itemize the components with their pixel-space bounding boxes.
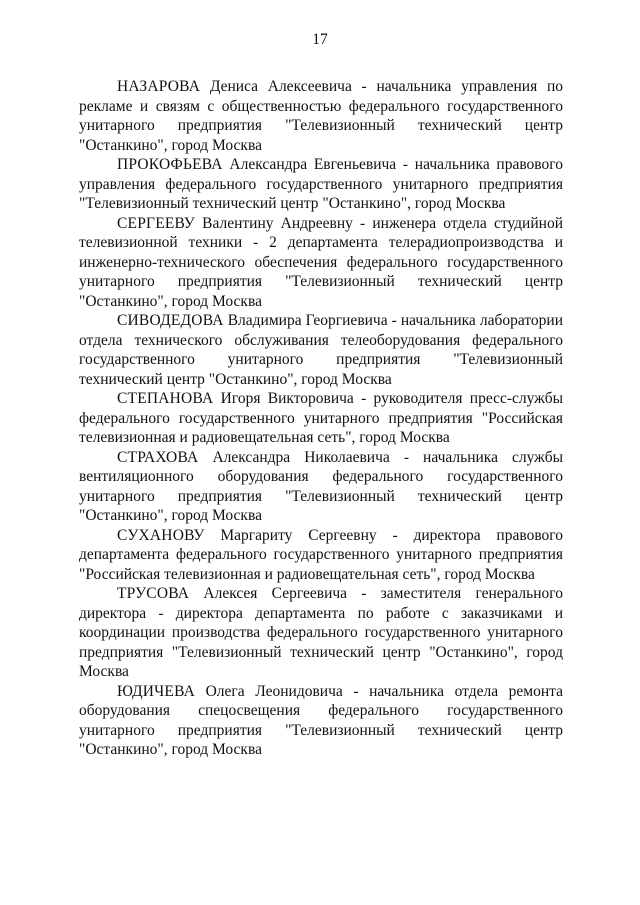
award-list — [79, 77, 563, 760]
list-item — [79, 584, 563, 682]
list-item — [79, 311, 563, 389]
page-number: 17 — [312, 31, 328, 48]
entry-surname: СИВОДЕДОВА — [117, 312, 224, 329]
list-item — [79, 448, 563, 526]
list-item — [79, 389, 563, 448]
list-item — [79, 682, 563, 760]
entry-surname: СЕРГЕЕВУ — [117, 214, 195, 232]
entry-text: Олега Леонидовича - начальника отдела ремонта оборудования спецосвещения федерального государственного унитарного предприятия "Телевизионный технический центр "Останкино", город Москва — [79, 682, 563, 758]
entry-text: Александра Николаевича - начальника службы вентиляционного оборудования федерального государственного унитарного предприятия "Телевизионный технический центр "Останкино", город Москва — [79, 448, 563, 524]
list-item — [79, 214, 563, 312]
entry-surname: ПРОКОФЬЕВА — [117, 156, 223, 173]
entry-text: Алексея Сергеевича - заместителя генерального директора - директора департамента по работе с заказчиками и координации производства федерального государственного унитарного предприятия "Телевизионный технический центр "Останкино", город Москва — [79, 585, 563, 680]
list-item — [79, 77, 563, 155]
entry-surname: СТЕПАНОВА — [117, 390, 214, 407]
entry-text: Владимира Георгиевича - начальника лаборатории отдела технического обслуживания телеоборудования федерального государственного унитарного предприятия "Телевизионный технический центр "Останкино", город Москва — [79, 312, 563, 388]
entry-text: Александра Евгеньевича - начальника правового управления федерального государственного унитарного предприятия "Телевизионный технический центр "Останкино", город Москва — [79, 156, 563, 212]
entry-surname: ТРУСОВА — [117, 585, 190, 602]
entry-text: Игоря Викторовича - руководителя пресс-службы федерального государственного унитарного предприятия "Российская телевизионная и радиовещательная сеть", город Москва — [79, 390, 563, 446]
entry-surname: СТРАХОВА — [117, 448, 199, 466]
entry-surname: ЮДИЧЕВА — [117, 682, 196, 700]
entry-text: Маргариту Сергеевну - директора правового департамента федерального государственного унитарного предприятия "Российская телевизионная и радиовещательная сеть", город Москва — [79, 526, 563, 583]
list-item — [79, 155, 563, 214]
entry-surname: НАЗАРОВА — [117, 78, 201, 95]
entry-text: Валентину Андреевну - инженера отдела студийной телевизионной техники - 2 департамента телерадиопроизводства и инженерно-технического обеспечения федерального государственного унитарного предприятия "Телевизионный технический центр "Останкино", город Москва — [79, 214, 563, 310]
list-item — [79, 526, 563, 585]
entry-surname: СУХАНОВУ — [117, 526, 205, 544]
entry-text: Дениса Алексеевича - начальника управления по рекламе и связям с общественностью федерального государственного унитарного предприятия "Телевизионный технический центр "Останкино", город Москва — [79, 78, 563, 154]
